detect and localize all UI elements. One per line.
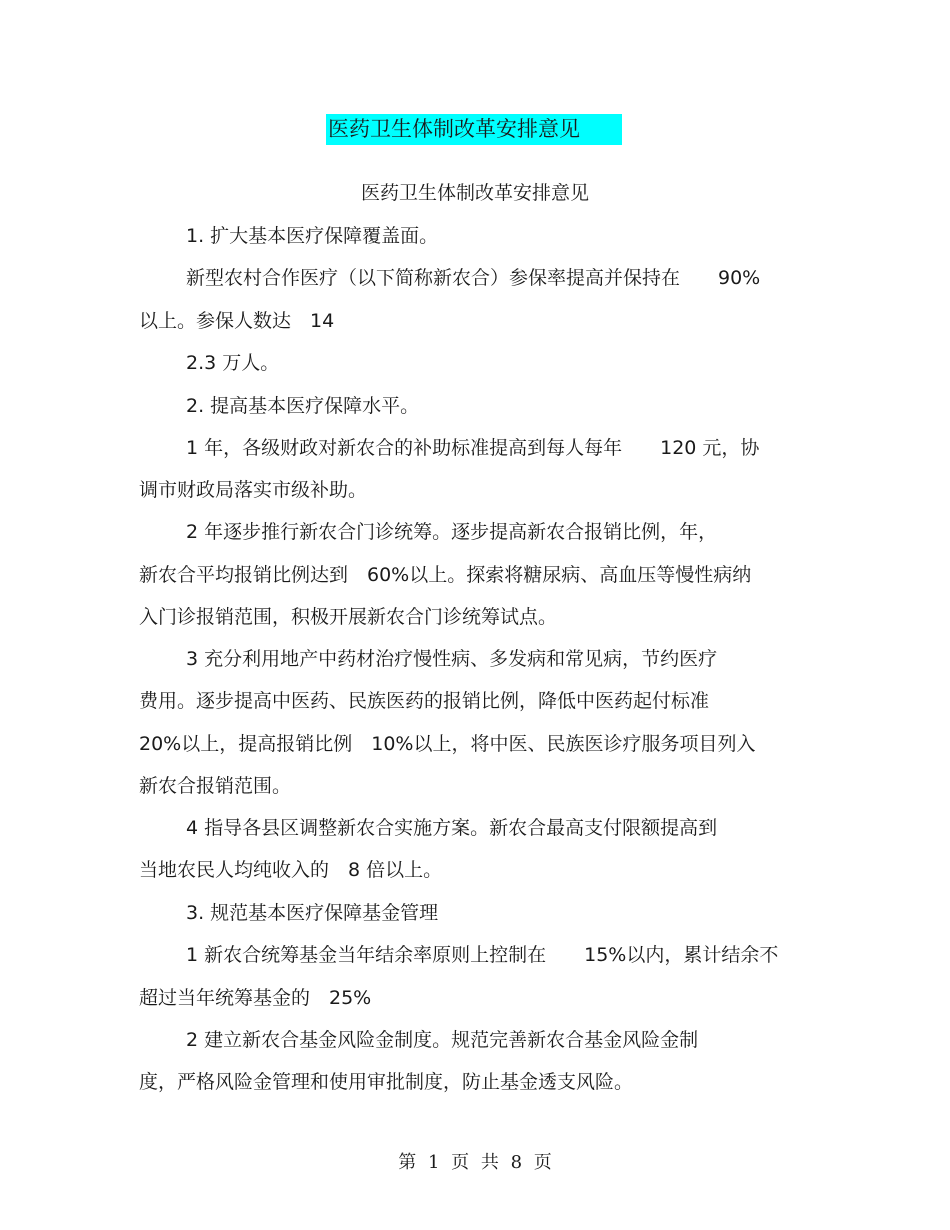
paragraph-line: 超过当年统筹基金的 25%: [139, 987, 372, 1009]
paragraph-line: 新农合报销范围。: [139, 775, 292, 797]
page-title: 医药卫生体制改革安排意见: [326, 114, 622, 145]
page-number-footer: 第 1 页 共 8 页: [398, 1152, 552, 1173]
paragraph-line: 4 指导各县区调整新农合实施方案。新农合最高支付限额提高到: [186, 817, 718, 839]
paragraph-line: 新型农村合作医疗（以下简称新农合）参保率提高并保持在 90%: [186, 267, 761, 289]
paragraph-line: 3 充分利用地产中药材治疗慢性病、多发病和常见病，节约医疗: [186, 648, 718, 670]
paragraph-line: 1 新农合统筹基金当年结余率原则上控制在 15%以内，累计结余不: [186, 944, 779, 966]
paragraph-line: 费用。逐步提高中医药、民族医药的报销比例，降低中医药起付标准: [139, 690, 710, 712]
section-heading-1: 1. 扩大基本医疗保障覆盖面。: [186, 225, 439, 247]
paragraph-line: 当地农民人均纯收入的 8 倍以上。: [139, 859, 443, 881]
paragraph-line: 20%以上，提高报销比例 10%以上，将中医、民族医诊疗服务项目列入: [139, 733, 756, 755]
paragraph-line: 度，严格风险金管理和使用审批制度，防止基金透支风险。: [139, 1071, 634, 1093]
paragraph-line: 新农合平均报销比例达到 60%以上。探索将糖尿病、高血压等慢性病纳: [139, 564, 752, 586]
section-heading-3: 3. 规范基本医疗保障基金管理: [186, 902, 439, 924]
paragraph-line: 入门诊报销范围，积极开展新农合门诊统筹试点。: [139, 606, 558, 628]
paragraph-line: 2 建立新农合基金风险金制度。规范完善新农合基金风险金制: [186, 1029, 699, 1051]
paragraph-line: 2 年逐步推行新农合门诊统筹。逐步提高新农合报销比例，年，: [186, 521, 718, 543]
paragraph-line: 以上。参保人数达 14: [139, 310, 335, 332]
document-subtitle: 医药卫生体制改革安排意见: [360, 182, 589, 204]
paragraph-line: 1 年，各级财政对新农合的补助标准提高到每人每年 120 元，协: [186, 437, 760, 459]
section-heading-2: 2. 提高基本医疗保障水平。: [186, 395, 420, 417]
paragraph-line: 调市财政局落实市级补助。: [139, 479, 368, 501]
paragraph-line: 2.3 万人。: [186, 352, 280, 374]
